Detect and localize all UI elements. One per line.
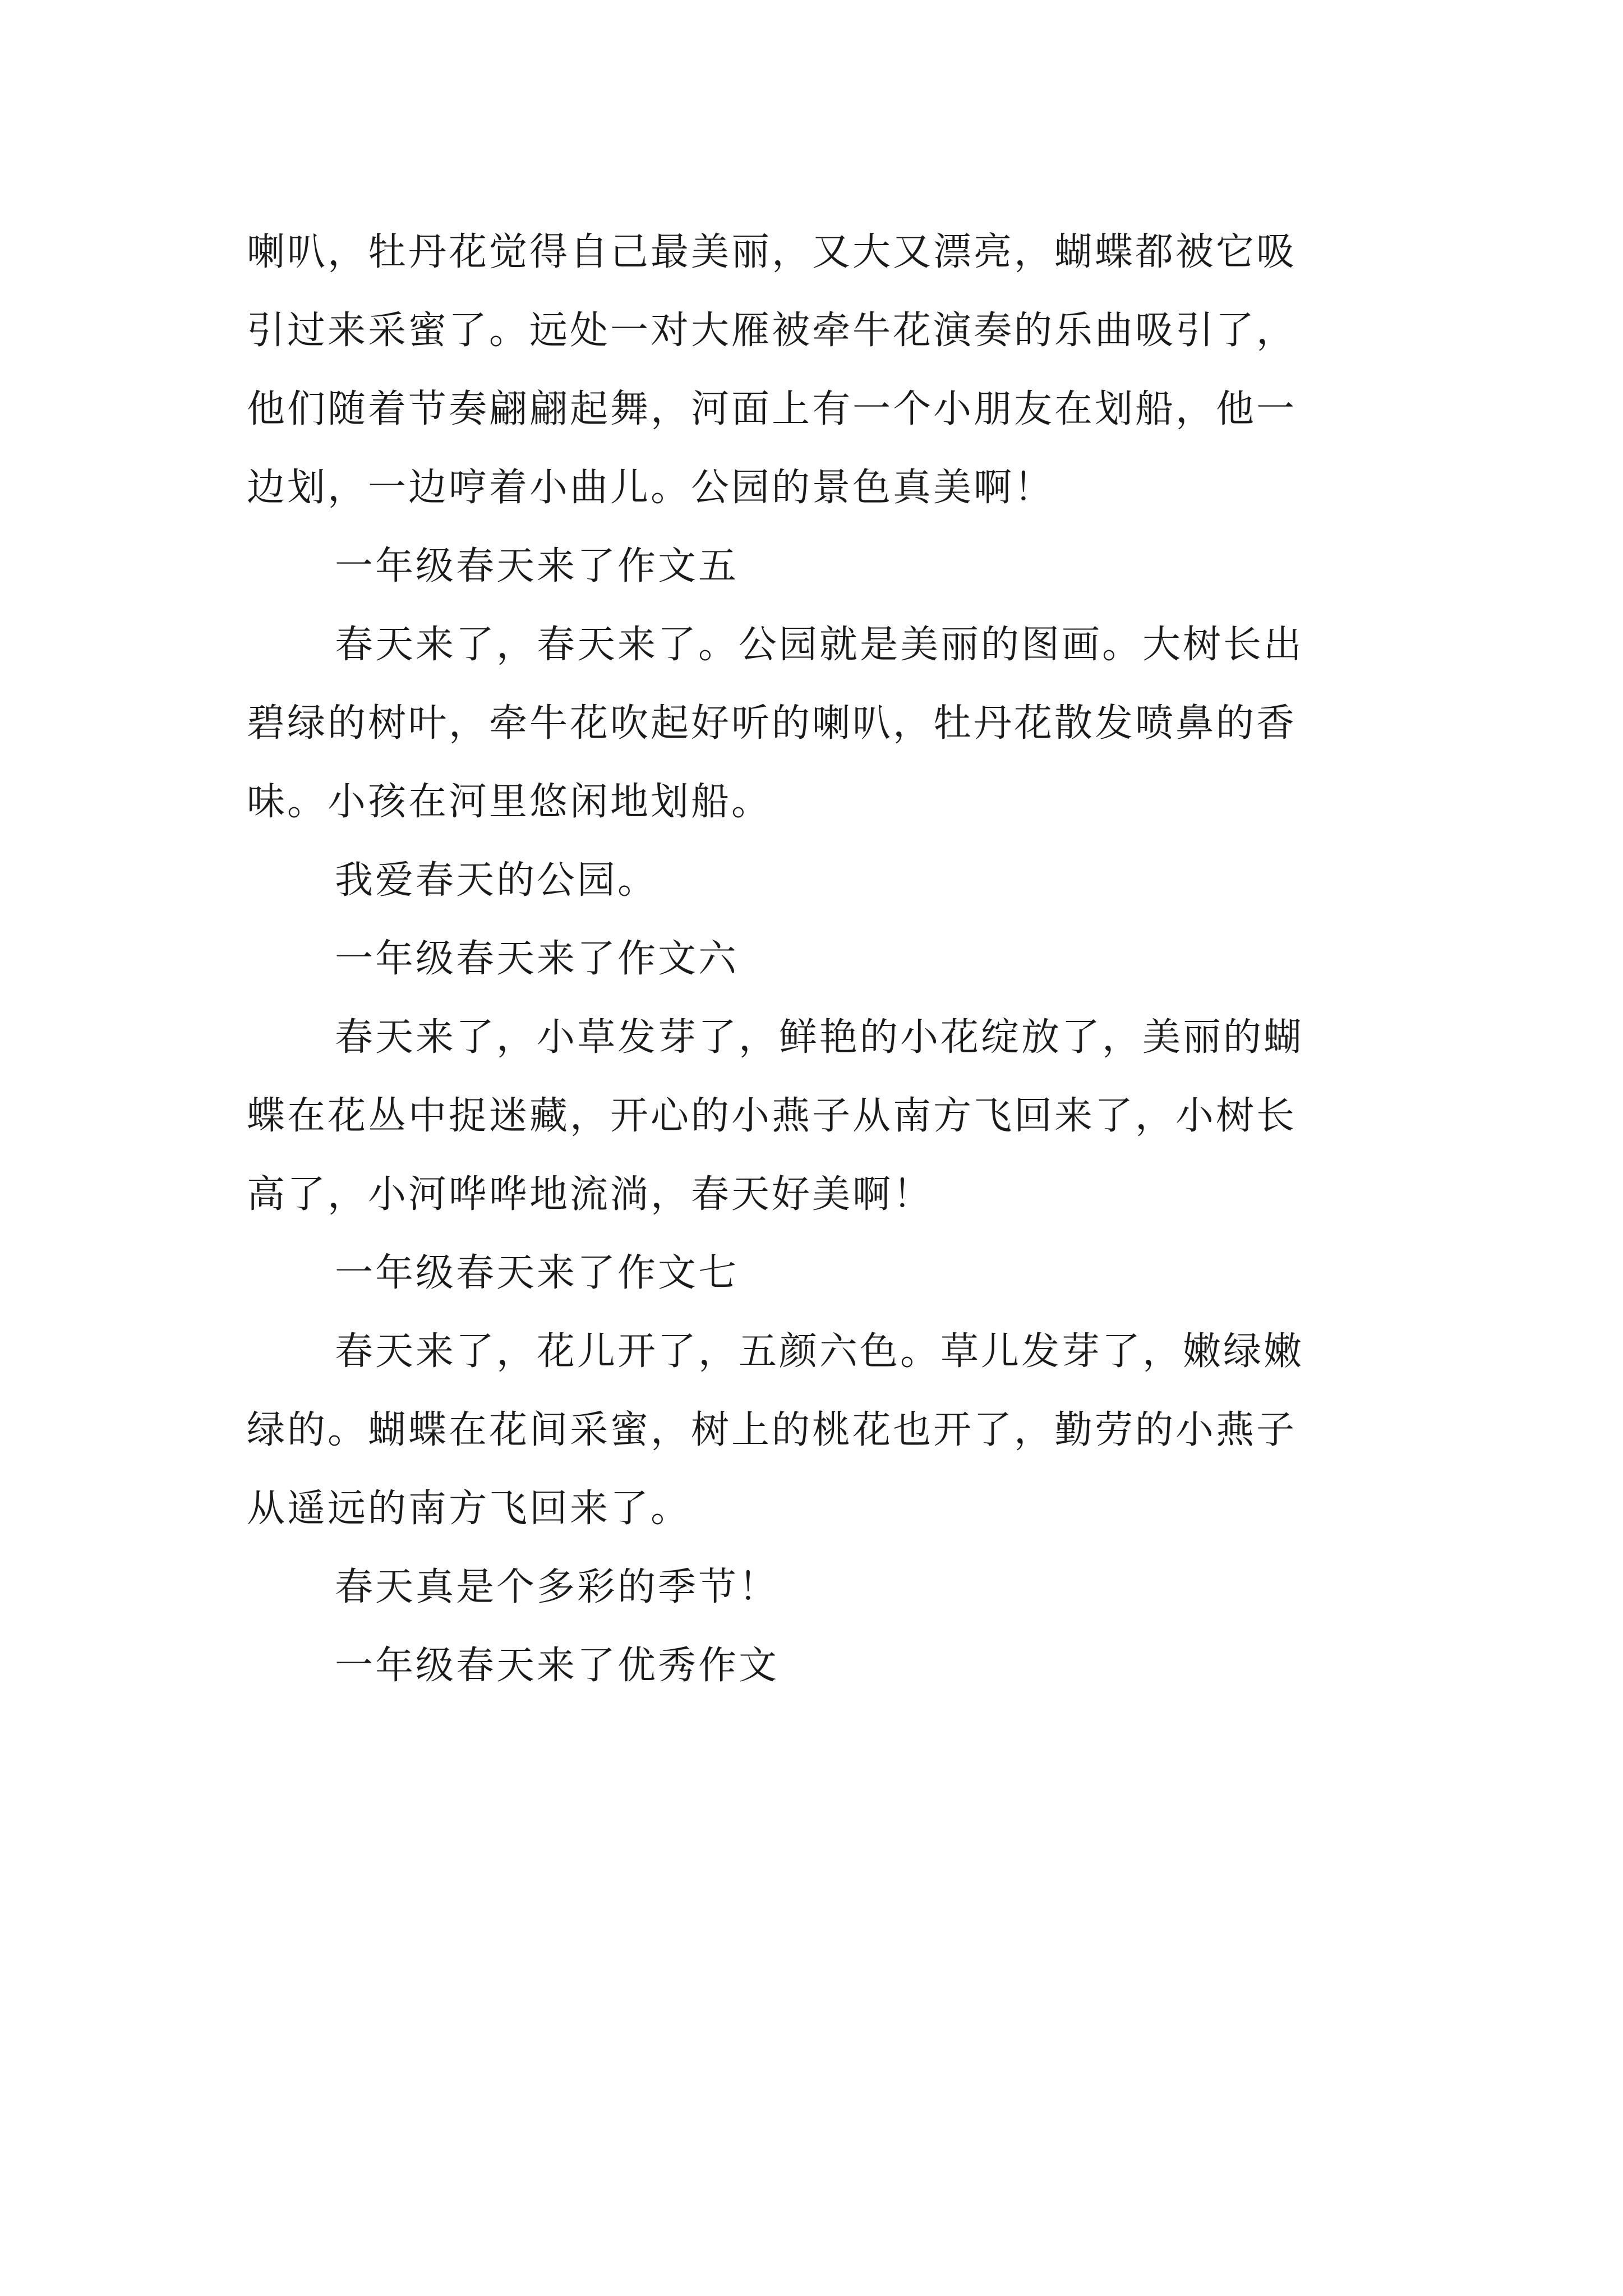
text-line: 绿的。蝴蝶在花间采蜜，树上的桃花也开了，勤劳的小燕子 [247,1408,1297,1452]
text-line: 味。小孩在河里悠闲地划船。 [247,780,772,824]
section-heading: 一年级春天来了优秀作文 [335,1644,780,1688]
section-heading: 一年级春天来了作文六 [335,937,739,981]
paragraph-first-line: 春天来了，春天来了。公园就是美丽的图画。大树长出 [335,623,1304,667]
section-heading: 一年级春天来了作文七 [335,1251,739,1295]
text-line: 喇叭，牡丹花觉得自己最美丽，又大又漂亮，蝴蝶都被它吸 [247,230,1297,274]
document-body [247,213,1391,1705]
section-heading: 一年级春天来了作文五 [335,544,739,588]
text-line: 边划，一边哼着小曲儿。公园的景色真美啊！ [247,466,1055,510]
text-line: 他们随着节奏翩翩起舞，河面上有一个小朋友在划船，他一 [247,387,1297,431]
paragraph-first-line: 春天来了，小草发芽了，鲜艳的小花绽放了，美丽的蝴 [335,1015,1304,1060]
text-line: 从遥远的南方飞回来了。 [247,1487,691,1531]
text-line: 高了，小河哗哗地流淌，春天好美啊！ [247,1172,934,1217]
text-line: 碧绿的树叶，牵牛花吹起好听的喇叭，牡丹花散发喷鼻的香 [247,701,1297,746]
text-line: 引过来采蜜了。远处一对大雁被牵牛花演奏的乐曲吸引了， [247,309,1297,353]
paragraph-first-line: 我爱春天的公园。 [335,858,658,903]
paragraph-first-line: 春天真是个多彩的季节！ [335,1565,780,1609]
text-line: 蝶在花丛中捉迷藏，开心的小燕子从南方飞回来了，小树长 [247,1094,1297,1138]
paragraph-first-line: 春天来了，花儿开了，五颜六色。草儿发芽了，嫩绿嫩 [335,1329,1304,1374]
